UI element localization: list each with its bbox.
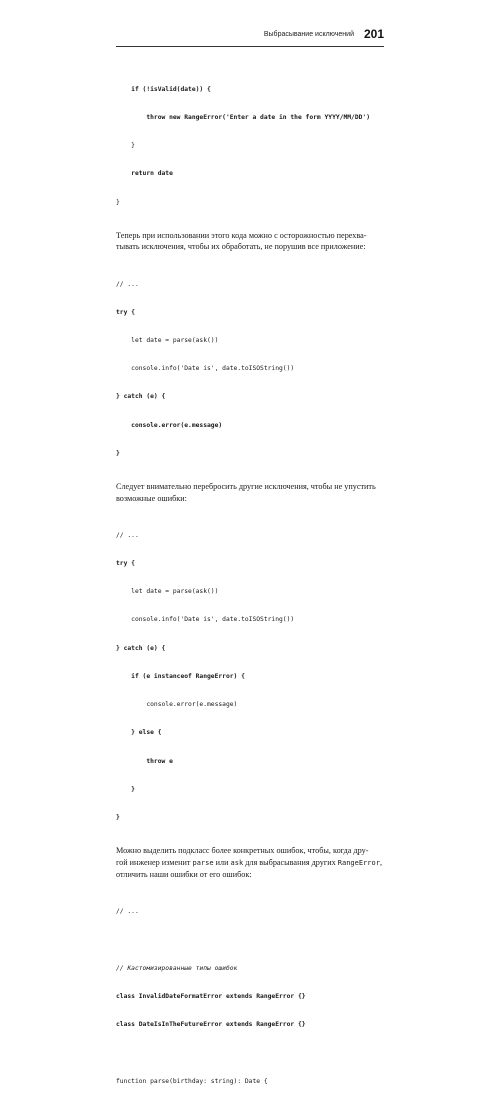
- code-line: }: [116, 813, 120, 821]
- code-line: if (!isValid(date)) {: [116, 85, 211, 93]
- text-line: Следует внимательно перебросить другие исключения, чтобы не упустить: [116, 482, 376, 492]
- inline-code-ask: ask: [230, 858, 244, 867]
- code-line: }: [116, 785, 135, 793]
- code-line: // ...: [116, 908, 139, 916]
- chapter-title: Выбрасывание исключений: [263, 31, 354, 38]
- code-line: }: [116, 142, 135, 150]
- code-line: }: [116, 198, 120, 206]
- text-line: возможные ошибки:: [116, 493, 187, 503]
- text-line: тывать исключения, чтобы их обработать, не порушив все приложение:: [116, 242, 366, 252]
- code-block-isvalid: [116, 66, 396, 226]
- code-line: try {: [116, 308, 135, 316]
- code-line: } catch (e) {: [116, 393, 166, 401]
- code-line: class InvalidDateFormatError extends RangeError {}: [116, 993, 306, 1001]
- code-comment: // Кастомизированные типы ошибок: [116, 964, 238, 972]
- code-line: class DateIsInTheFutureError extends RangeError {}: [116, 1021, 306, 1029]
- code-block-instanceof: [116, 512, 396, 841]
- code-line: }: [116, 449, 120, 457]
- code-line: } else {: [116, 729, 162, 737]
- text-fragment: для выбрасывания других: [243, 857, 338, 867]
- code-line: try {: [116, 560, 135, 568]
- paragraph-catch-intro: [116, 230, 396, 253]
- code-line: [116, 936, 396, 945]
- text-line: [116, 857, 396, 870]
- code-line: if (e instanceof RangeError) {: [116, 672, 245, 680]
- code-line: console.info('Date is', date.toISOString()): [116, 365, 295, 373]
- code-line: [116, 1048, 396, 1057]
- text-line: Теперь при использовании этого кода можно с осторожностью перехва-: [116, 230, 367, 240]
- inline-code-parse: parse: [192, 858, 214, 867]
- text-line: отличить наши ошибки от его ошибок:: [116, 870, 252, 880]
- text-fragment: или: [213, 857, 231, 867]
- text-fragment: ,: [379, 857, 382, 867]
- page-number: 201: [363, 27, 384, 41]
- page-content: [116, 66, 396, 1105]
- code-block-custom-errors: [116, 889, 396, 1105]
- paragraph-subclass: [116, 845, 396, 881]
- text-fragment: гой инженер изменит: [116, 857, 193, 867]
- code-line: console.info('Date is', date.toISOString()): [116, 616, 295, 624]
- code-line: let date = parse(ask()): [116, 337, 219, 345]
- inline-code-rangeerror: RangeError: [337, 858, 380, 867]
- code-line: throw e: [116, 757, 173, 765]
- code-line: // ...: [116, 531, 139, 539]
- code-line: console.error(e.message): [116, 701, 238, 709]
- code-line: return date: [116, 170, 173, 178]
- code-line: throw new RangeError('Enter a date in the form YYYY/MM/DD'): [116, 114, 371, 122]
- running-header: [116, 27, 384, 47]
- code-line: } catch (e) {: [116, 644, 166, 652]
- code-block-try-catch: [116, 261, 396, 477]
- text-line: Можно выделить подкласс более конкретных ошибок, чтобы, когда дру-: [116, 846, 369, 856]
- code-line: function parse(birthday: string): Date {: [116, 1077, 268, 1085]
- code-line: let date = parse(ask()): [116, 588, 219, 596]
- paragraph-rethrow: [116, 481, 396, 504]
- code-line: // ...: [116, 280, 139, 288]
- code-line: console.error(e.message): [116, 421, 223, 429]
